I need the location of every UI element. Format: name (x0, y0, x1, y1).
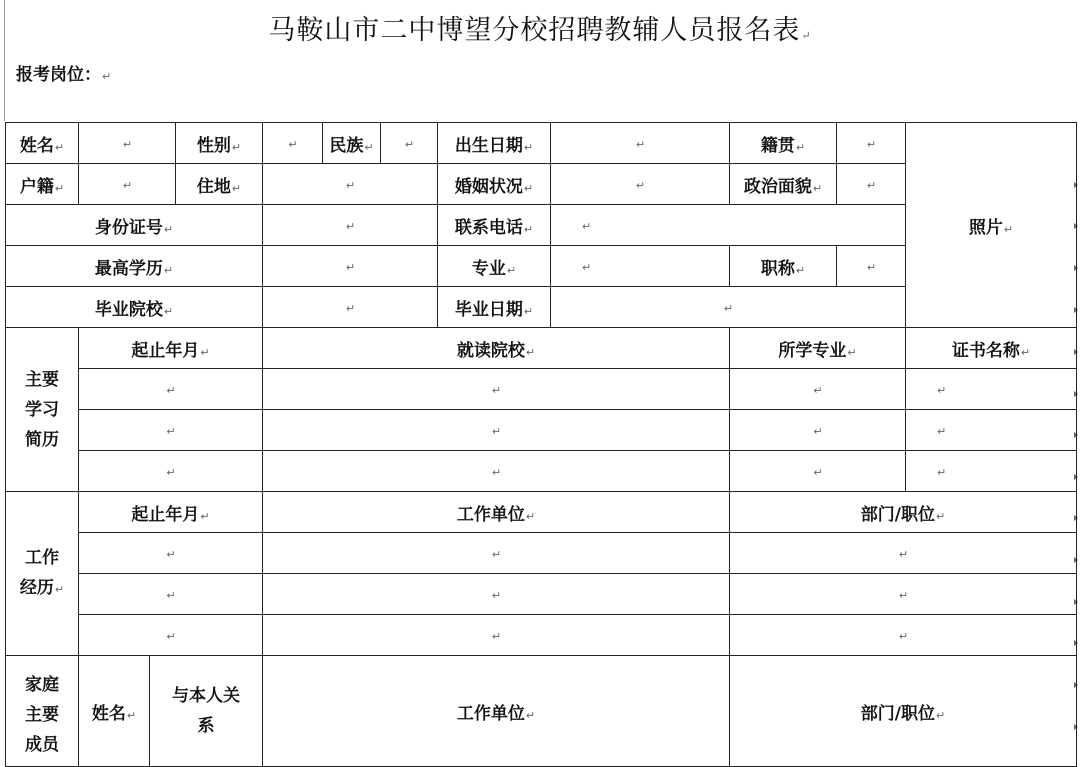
work-row (6, 533, 1077, 574)
native-place-value[interactable]: ↵ (837, 123, 906, 164)
work-header-row (6, 492, 1077, 533)
paragraph-mark: ↵ (102, 70, 112, 83)
study-row (6, 451, 1077, 492)
family-employer-header: 工作单位↵ (263, 656, 730, 767)
work-period-cell[interactable]: ↵ (79, 615, 263, 656)
name-value[interactable]: ↵ (79, 123, 176, 164)
id-number-label: 身份证号↵ (6, 205, 263, 246)
study-period-header: 起止年月↵ (79, 328, 263, 369)
photo-box[interactable]: 照片↵ (906, 123, 1077, 328)
study-period-cell[interactable]: ↵ (79, 410, 263, 451)
family-header-row (6, 656, 1077, 767)
study-major-cell[interactable]: ↵ (730, 369, 906, 410)
household-value[interactable]: ↵ (79, 164, 176, 205)
phone-value[interactable]: ↵ (551, 205, 906, 246)
study-school-cell[interactable]: ↵ (263, 451, 730, 492)
work-period-cell[interactable]: ↵ (79, 533, 263, 574)
registration-form-table (5, 122, 1077, 767)
work-period-cell[interactable]: ↵ (79, 574, 263, 615)
work-row (6, 574, 1077, 615)
gender-value[interactable]: ↵ (263, 123, 323, 164)
applied-position-label: 报考岗位：↵ (16, 65, 112, 85)
political-label: 政治面貌↵ (730, 164, 837, 205)
basic-row-1 (6, 123, 1077, 164)
education-label: 最高学历↵ (6, 246, 263, 287)
school-label: 毕业院校↵ (6, 287, 263, 328)
study-cert-header: 证书名称↵ (906, 328, 1077, 369)
marital-value[interactable]: ↵ (551, 164, 730, 205)
study-cert-cell[interactable]: ↵ (906, 451, 1077, 492)
household-label: 户籍↵ (6, 164, 79, 205)
study-row (6, 410, 1077, 451)
grad-date-label: 毕业日期↵ (438, 287, 551, 328)
paragraph-mark: ↵ (801, 29, 812, 42)
school-value[interactable]: ↵ (263, 287, 438, 328)
major-value[interactable]: ↵ (551, 246, 730, 287)
study-period-cell[interactable]: ↵ (79, 451, 263, 492)
work-dept-cell[interactable]: ↵ (730, 615, 1077, 656)
marital-label: 婚姻状况↵ (438, 164, 551, 205)
grad-date-value[interactable]: ↵ (551, 287, 906, 328)
ethnicity-label: 民族↵ (323, 123, 381, 164)
family-dept-header: 部门/职位↵ (730, 656, 1077, 767)
study-school-cell[interactable]: ↵ (263, 410, 730, 451)
residence-value[interactable]: ↵ (263, 164, 438, 205)
family-relation-header: 与本人关 系 (150, 656, 263, 767)
family-section-label: 家庭 主要 成员 (6, 656, 79, 767)
work-employer-header: 工作单位↵ (263, 492, 730, 533)
residence-label: 住地↵ (176, 164, 263, 205)
birth-date-label: 出生日期↵ (438, 123, 551, 164)
family-name-header: 姓名↵ (79, 656, 150, 767)
work-dept-header: 部门/职位↵ (730, 492, 1077, 533)
work-employer-cell[interactable]: ↵ (263, 615, 730, 656)
study-school-cell[interactable]: ↵ (263, 369, 730, 410)
name-label: 姓名↵ (6, 123, 79, 164)
ethnicity-value[interactable]: ↵ (381, 123, 438, 164)
study-header-row (6, 328, 1077, 369)
study-major-header: 所学专业↵ (730, 328, 906, 369)
work-employer-cell[interactable]: ↵ (263, 574, 730, 615)
native-place-label: 籍贯↵ (730, 123, 837, 164)
work-period-header: 起止年月↵ (79, 492, 263, 533)
study-cert-cell[interactable]: ↵ (906, 410, 1077, 451)
id-number-value[interactable]: ↵ (263, 205, 438, 246)
birth-date-value[interactable]: ↵ (551, 123, 730, 164)
study-section-label: 主要 学习 简历 (6, 328, 79, 492)
title-value[interactable]: ↵ (837, 246, 906, 287)
work-section-label: 工作 经历↵ (6, 492, 79, 656)
study-major-cell[interactable]: ↵ (730, 410, 906, 451)
title-label: 职称↵ (730, 246, 837, 287)
gender-label: 性别↵ (176, 123, 263, 164)
study-row (6, 369, 1077, 410)
form-title: 马鞍山市二中博望分校招聘教辅人员报名表↵ (268, 15, 812, 46)
education-value[interactable]: ↵ (263, 246, 438, 287)
political-value[interactable]: ↵ (837, 164, 906, 205)
work-row (6, 615, 1077, 656)
work-dept-cell[interactable]: ↵ (730, 533, 1077, 574)
study-cert-cell[interactable]: ↵ (906, 369, 1077, 410)
major-label: 专业↵ (438, 246, 551, 287)
study-major-cell[interactable]: ↵ (730, 451, 906, 492)
work-employer-cell[interactable]: ↵ (263, 533, 730, 574)
work-dept-cell[interactable]: ↵ (730, 574, 1077, 615)
phone-label: 联系电话↵ (438, 205, 551, 246)
study-period-cell[interactable]: ↵ (79, 369, 263, 410)
study-school-header: 就读院校↵ (263, 328, 730, 369)
